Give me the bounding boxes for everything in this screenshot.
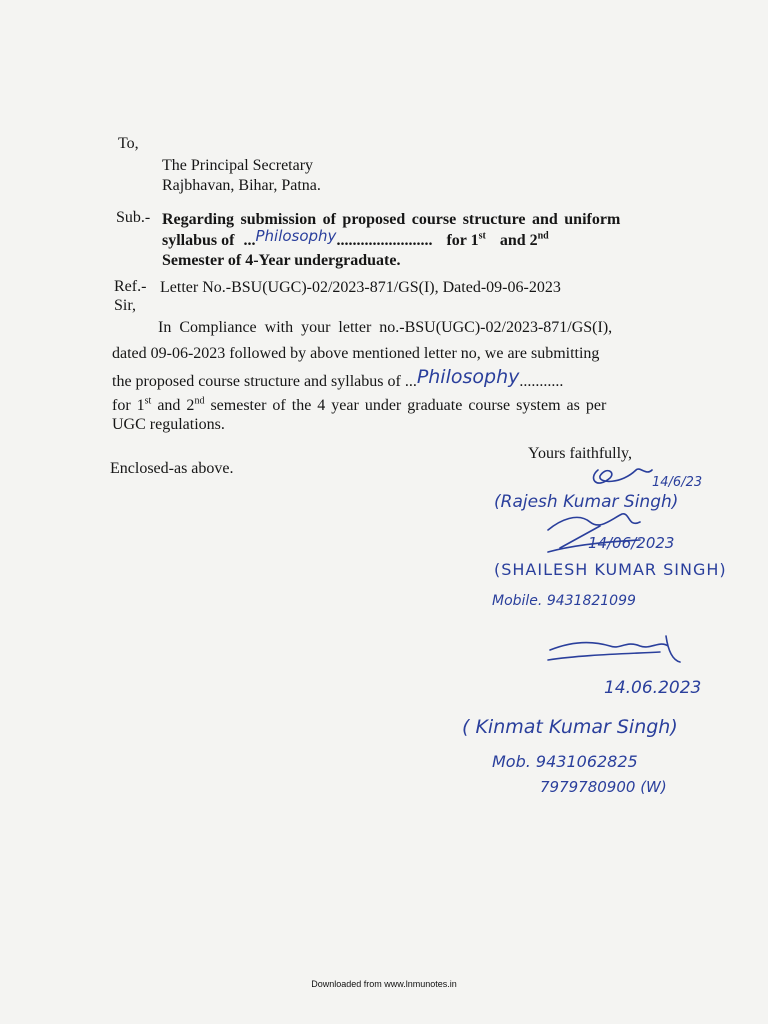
enclosed: Enclosed-as above. bbox=[110, 460, 234, 477]
signatory-3-mobile: Mob. 9431062825 bbox=[492, 752, 638, 771]
closing: Yours faithfully, bbox=[528, 445, 633, 462]
signatory-2-date: 14/06/2023 bbox=[588, 534, 675, 552]
subject-line-2: syllabus of ...Philosophy........................ for 1st and 2nd bbox=[162, 227, 549, 249]
footer-download-note: Downloaded from www.lnmunotes.in bbox=[311, 979, 457, 989]
reference-label: Ref.- bbox=[114, 278, 147, 295]
signatory-3-mobile-2: 7979780900 (W) bbox=[540, 778, 667, 796]
signatory-1-name: (Rajesh Kumar Singh) bbox=[494, 492, 679, 512]
signatory-2-mobile: Mobile. 9431821099 bbox=[492, 593, 636, 609]
subject-label: Sub.- bbox=[116, 209, 151, 226]
subject-line-1: Regarding submission of proposed course structure and uniform bbox=[162, 211, 621, 228]
body-line-2: dated 09-06-2023 followed by above mentioned letter no, we are submitting bbox=[112, 345, 600, 362]
body-line-5: UGC regulations. bbox=[112, 416, 225, 433]
body-line-4: for 1st and 2nd semester of the 4 year under graduate course system as per bbox=[112, 395, 607, 414]
subject-line-3: Semester of 4-Year undergraduate. bbox=[162, 252, 401, 269]
recipient-line-1: The Principal Secretary bbox=[162, 157, 314, 174]
signatory-1-date: 14/6/23 bbox=[652, 475, 703, 490]
body-line-3: the proposed course structure and syllabus of ...Philosophy........... bbox=[112, 366, 564, 390]
body-subject-handwritten: Philosophy bbox=[416, 366, 520, 388]
recipient-line-2: Rajbhavan, Bihar, Patna. bbox=[162, 177, 321, 194]
salutation-to: To, bbox=[118, 135, 139, 152]
signature-1 bbox=[594, 469, 652, 483]
subject-name-handwritten: Philosophy bbox=[255, 227, 337, 245]
greeting: Sir, bbox=[114, 297, 137, 314]
signatory-3-date: 14.06.2023 bbox=[604, 678, 702, 698]
signatory-3-name: ( Kinmat Kumar Singh) bbox=[462, 716, 678, 738]
signatory-2-name: (SHAILESH KUMAR SINGH) bbox=[494, 560, 727, 579]
body-line-1: In Compliance with your letter no.-BSU(UGC)-02/2023-871/GS(I), bbox=[158, 319, 613, 336]
signature-3 bbox=[548, 636, 680, 662]
reference-text: Letter No.-BSU(UGC)-02/2023-871/GS(I), Dated-09-06-2023 bbox=[160, 279, 561, 296]
